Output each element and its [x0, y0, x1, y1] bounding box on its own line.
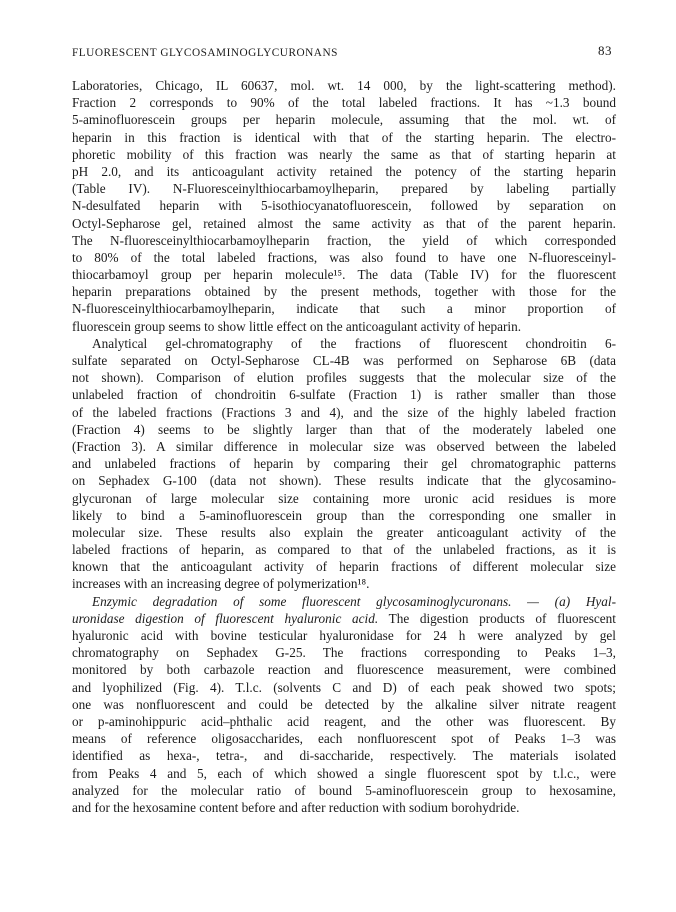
text-line: to 80% of the total labeled fractions, was also found to have one N-fluoresceinyl-	[72, 249, 616, 265]
text-line: of the labeled fractions (Fractions 3 and 4), and the size of the highly labeled fraction	[72, 404, 616, 420]
section-heading-line: Enzymic degradation of some fluorescent glycosaminoglycuronans. — (a) Hyal-	[92, 593, 616, 609]
text-line: and for the hexosamine content before and after reduction with sodium borohydride.	[72, 799, 520, 815]
text-line: known that the anticoagulant activity of heparin fractions of different molecular size	[72, 559, 616, 575]
text-line: sulfate separated on Octyl-Sepharose CL-4B was performed on Sepharose 6B (data	[72, 353, 616, 368]
text-line: increases with an increasing degree of polymerization¹⁸.	[72, 576, 370, 592]
text-line: heparin preparations obtained by the present methods, together with those for the	[72, 284, 616, 300]
text-run: The digestion products of fluorescent	[378, 610, 616, 626]
text-line: molecular size. These results also explain the greater anticoagulant activity of the	[72, 524, 616, 540]
text-line: chromatography on Sephadex G-25. The fractions corresponding to Peaks 1–3,	[72, 645, 616, 661]
text-line: (Fraction 3). A similar difference in molecular size was observed between the labeled	[72, 438, 616, 454]
text-line: 5-aminofluorescein groups per heparin molecule, assuming that the mol. wt. of	[72, 112, 616, 128]
text-line: monitored by both carbazole reaction and fluorescence measurement, were combined	[72, 662, 616, 678]
text-line: not shown). Comparison of elution profiles suggests that the molecular size of the	[72, 370, 616, 386]
text-line: glycuronan of large molecular size containing more uronic acid residues is more	[72, 490, 616, 506]
text-line: N-fluoresceinylthiocarbamoylheparin, indicate that such a minor proportion of	[72, 301, 616, 317]
text-line: heparin in this fraction is identical with that of the starting heparin. The electro-	[72, 129, 616, 145]
text-line: and unlabeled fractions of heparin by comparing their gel chromatographic patterns	[72, 456, 616, 472]
text-line: on Sephadex G-100 (data not shown). These results indicate that the glycosamino-	[72, 473, 616, 489]
text-line: likely to bind a 5-aminofluorescein group than the corresponding one smaller in	[72, 507, 616, 523]
text-line: unlabeled fraction of chondroitin 6-sulfate (Fraction 1) is rather smaller than those	[72, 387, 616, 403]
text-line: from Peaks 4 and 5, each of which showed a single fluorescent spot by t.l.c., were	[72, 765, 616, 781]
text-line: (Fraction 4) seems to be slightly larger than that of the moderately labeled one	[72, 421, 616, 437]
text-line	[72, 610, 616, 627]
text-line: Laboratories, Chicago, IL 60637, mol. wt. 14 000, by the light-scattering method).	[72, 78, 616, 93]
running-title: FLUORESCENT GLYCOSAMINOGLYCURONANS	[72, 47, 338, 59]
body-text	[72, 77, 616, 816]
text-line: Analytical gel-chromatography of the fractions of fluorescent chondroitin 6-	[92, 335, 616, 351]
text-line: analyzed for the molecular ratio of bound 5-aminofluorescein group to hexosamine,	[72, 782, 616, 798]
subsection-heading: uronidase digestion of fluorescent hyaluronic acid.	[72, 610, 379, 626]
running-header	[72, 45, 612, 61]
text-line: fluorescein group seems to show little effect on the anticoagulant activity of heparin.	[72, 318, 522, 334]
text-line: phoretic mobility of this fraction was nearly the same as that of starting heparin at	[72, 146, 616, 162]
text-line: one was nonfluorescent and could be detected by the alkaline silver nitrate reagent	[72, 696, 616, 712]
text-line: hyaluronic acid with bovine testicular hyaluronidase for 24 h were analyzed by gel	[72, 628, 616, 643]
text-line: and lyophilized (Fig. 4). T.l.c. (solvents C and D) of each peak showed two spots;	[72, 679, 616, 695]
text-line: (Table IV). N-Fluoresceinylthiocarbamoylheparin, prepared by labeling partially	[72, 181, 616, 197]
text-line: Octyl-Sepharose gel, retained almost the same activity as that of the parent heparin.	[72, 215, 616, 231]
text-line: thiocarbamoyl group per heparin molecule¹⁵. The data (Table IV) for the fluorescent	[72, 267, 616, 283]
text-line: means of reference oligosaccharides, each nonfluorescent spot of Peaks 1–3 was	[72, 731, 616, 747]
text-line: or p-aminohippuric acid–phthalic acid reagent, and the other was fluorescent. By	[72, 713, 616, 729]
text-line: identified as hexa-, tetra-, and di-saccharide, respectively. The materials isolated	[72, 748, 616, 764]
text-line: pH 2.0, and its anticoagulant activity retained the potency of the starting heparin	[72, 163, 616, 179]
text-line: Fraction 2 corresponds to 90% of the total labeled fractions. It has ~1.3 bound	[72, 95, 616, 111]
text-line: labeled fractions of heparin, as compared to that of the unlabeled fractions, as it is	[72, 542, 616, 558]
page-number: 83	[598, 43, 612, 58]
text-line: N-desulfated heparin with 5-isothiocyanatofluorescein, followed by separation on	[72, 198, 616, 214]
text-line: The N-fluoresceinylthiocarbamoylheparin fraction, the yield of which corresponded	[72, 232, 616, 248]
